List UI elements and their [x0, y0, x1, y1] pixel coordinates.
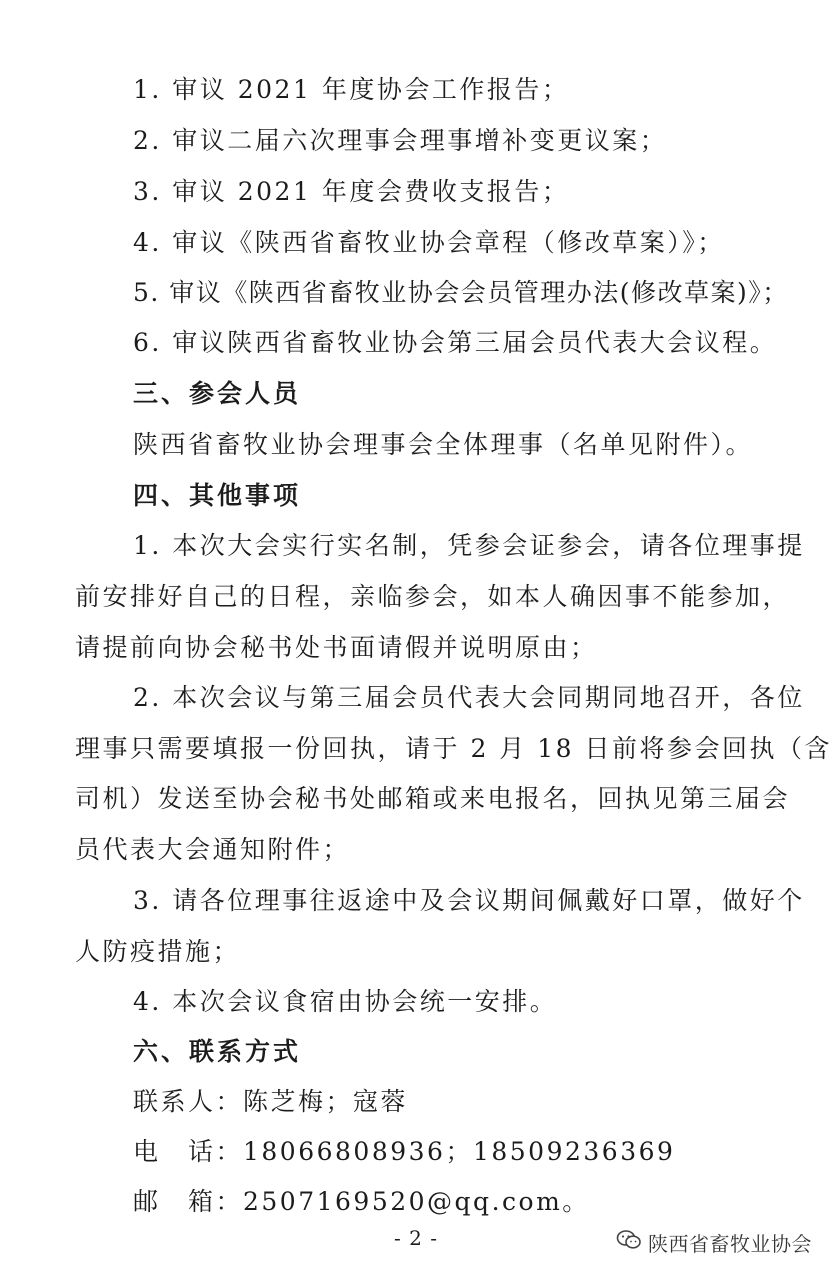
watermark-text: 陕西省畜牧业协会: [648, 1232, 812, 1256]
other-item4: 4. 本次会议食宿由协会统一安排。: [133, 987, 558, 1016]
other-item2-line4: 员代表大会通知附件；: [75, 835, 351, 864]
agenda-item-3: 3. 审议 2021 年度会费收支报告；: [133, 177, 570, 206]
other-item2-line2: 理事只需要填报一份回执，请于 2 月 18 日前将参会回执（含: [75, 734, 833, 763]
other-item3-line1: 3. 请各位理事往返途中及会议期间佩戴好口罩，做好个: [133, 886, 805, 915]
agenda-item-6: 6. 审议陕西省畜牧业协会第三届会员代表大会议程。: [133, 328, 778, 357]
page-number: - 2 -: [394, 1226, 438, 1250]
attendees-heading: 三、参会人员: [133, 379, 302, 408]
agenda-item-2: 2. 审议二届六次理事会理事增补变更议案；: [133, 126, 668, 155]
attendees-body: 陕西省畜牧业协会理事会全体理事（名单见附件）。: [133, 430, 754, 459]
other-item2-line1: 2. 本次会议与第三届会员代表大会同期同地召开，各位: [133, 683, 805, 712]
other-item2-line3: 司机）发送至协会秘书处邮箱或来电报名，回执见第三届会: [75, 784, 791, 813]
agenda-item-5: 5. 审议《陕西省畜牧业协会会员管理办法(修改草案)》；: [133, 278, 789, 307]
contact-person: 联系人：陈芝梅；寇蓉: [133, 1087, 409, 1116]
agenda-item-4: 4. 审议《陕西省畜牧业协会章程（修改草案）》；: [133, 228, 725, 257]
watermark: [616, 1228, 812, 1257]
other-item1-line1: 1. 本次大会实行实名制，凭参会证参会，请各位理事提: [133, 531, 805, 560]
wechat-icon: [616, 1229, 642, 1256]
other-item1-line3: 请提前向协会秘书处书面请假并说明原由；: [75, 633, 598, 662]
contact-heading: 六、联系方式: [133, 1037, 302, 1066]
contact-email: 邮 箱：2507169520@qq.com。: [133, 1187, 590, 1216]
contact-phone: 电 话：18066808936；18509236369: [133, 1137, 676, 1166]
other-matters-heading: 四、其他事项: [133, 481, 302, 510]
agenda-item-1: 1. 审议 2021 年度协会工作报告；: [133, 75, 570, 104]
other-item3-line2: 人防疫措施；: [75, 937, 241, 966]
other-item1-line2: 前安排好自己的日程，亲临参会，如本人确因事不能参加，: [75, 582, 791, 611]
